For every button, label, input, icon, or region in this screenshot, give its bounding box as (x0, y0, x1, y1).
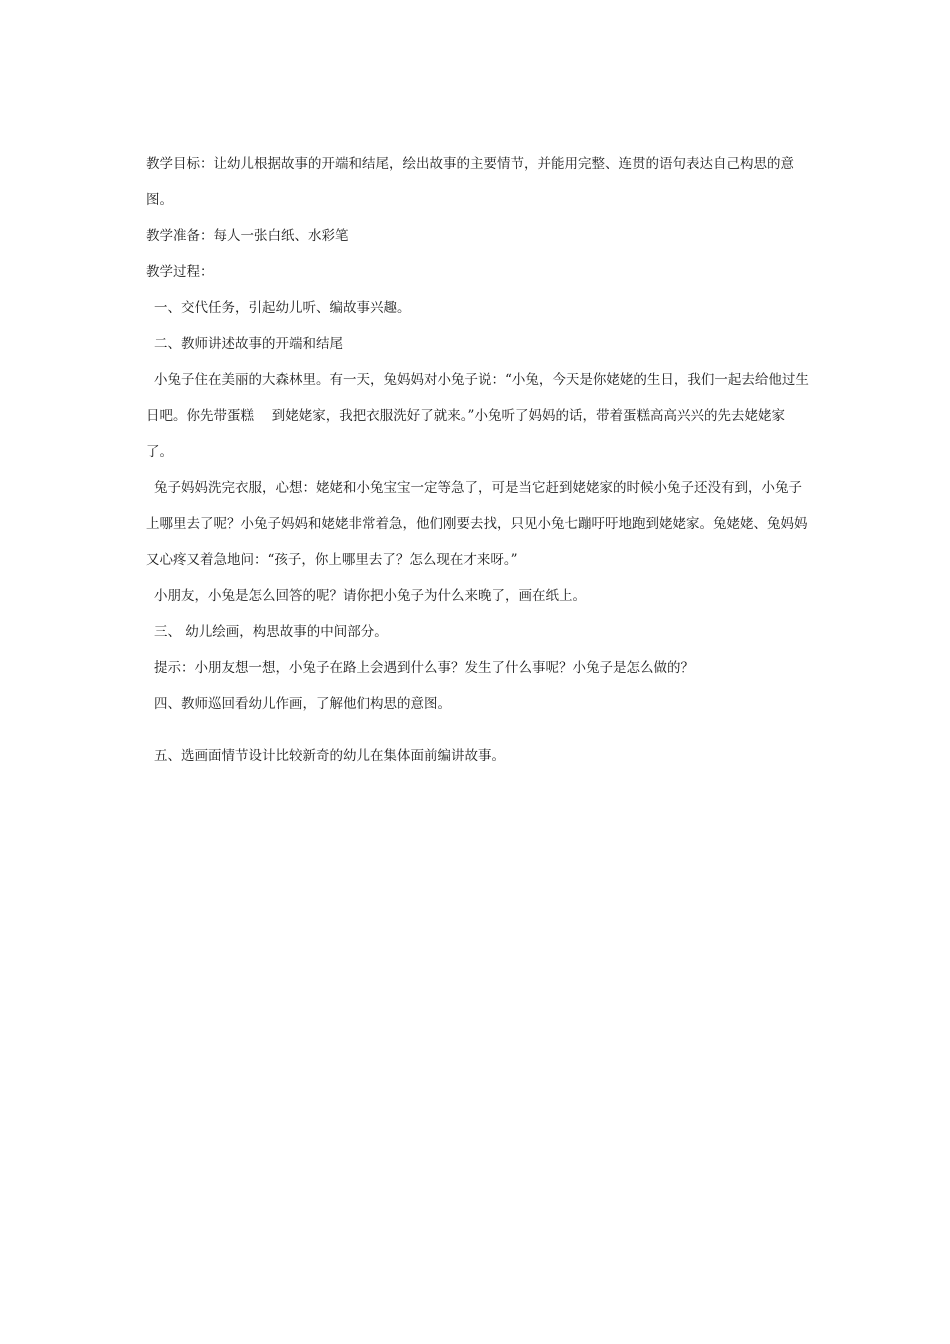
story-question-paragraph: 小朋友，小兔是怎么回答的呢？请你把小兔子为什么来晚了，画在纸上。 (154, 588, 586, 604)
step-four-paragraph: 四、教师巡回看幼儿作画，了解他们构思的意图。 (154, 696, 451, 712)
story-opening-paragraph: 小兔子住在美丽的大森林里。有一天，兔妈妈对小兔子说：“小兔，今天是你姥姥的生日，我们一起去给他过生日吧。你先带蛋糕 到姥姥家，我把衣服洗好了就来。”小兔听了妈妈的话，带着蛋糕高高兴兴的先去姥姥家了。 (146, 372, 809, 460)
teaching-preparation-paragraph: 教学准备：每人一张白纸、水彩笔 (146, 228, 349, 244)
teaching-process-heading: 教学过程： (146, 264, 214, 280)
step-two-paragraph: 二、教师讲述故事的开端和结尾 (154, 336, 343, 352)
step-one-paragraph: 一、交代任务，引起幼儿听、编故事兴趣。 (154, 300, 411, 316)
step-three-paragraph: 三、 幼儿绘画，构思故事的中间部分。 (154, 624, 388, 640)
document-body (146, 146, 810, 774)
story-ending-paragraph: 兔子妈妈洗完衣服，心想：姥姥和小兔宝宝一定等急了，可是当它赶到姥姥家的时候小兔子还没有到，小兔子上哪里去了呢？小兔子妈妈和姥姥非常着急，他们刚要去找，只见小兔七蹦吁吁地跑到姥姥家。兔姥姥、兔妈妈又心疼又着急地问：“孩子，你上哪里去了？怎么现在才来呀。” (146, 480, 808, 568)
step-five-paragraph: 五、选画面情节设计比较新奇的幼儿在集体面前编讲故事。 (154, 748, 505, 764)
teaching-goal-paragraph: 教学目标：让幼儿根据故事的开端和结尾，绘出故事的主要情节，并能用完整、连贯的语句表达自己构思的意图。 (146, 156, 794, 208)
hint-paragraph: 提示：小朋友想一想，小兔子在路上会遇到什么事？发生了什么事呢？小兔子是怎么做的？ (154, 660, 694, 676)
